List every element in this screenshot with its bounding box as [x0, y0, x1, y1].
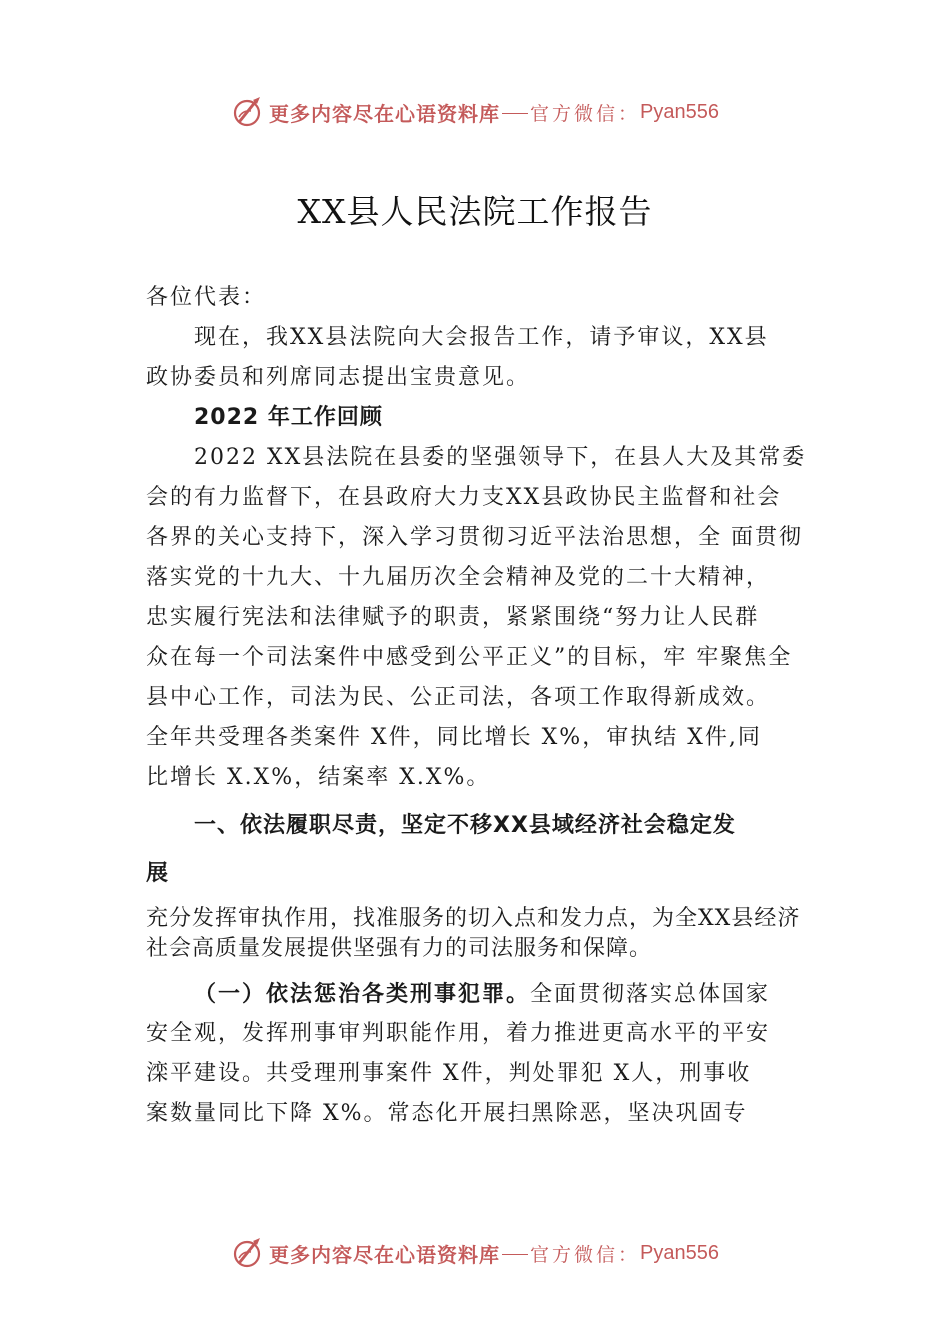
watermark-wechat-label: 官方微信：	[530, 102, 641, 125]
subsection1-heading: （一）依法惩治各类刑事犯罪。	[194, 981, 531, 1007]
review-paragraph-line: 比增长 X.X%，结案率 X.X%。	[146, 765, 491, 790]
salutation: 各位代表：	[146, 285, 267, 310]
watermark-brand-text: 更多内容尽在心语资料库	[269, 101, 500, 126]
section1-heading: 展	[146, 861, 170, 886]
review-paragraph-line: 众在每一个司法案件中感受到公平正义”的目标，牢 牢聚焦全	[146, 645, 793, 670]
intro-line: 现在，我XX县法院向大会报告工作，请予审议，XX县	[194, 325, 769, 350]
section1-paragraph-line: 充分发挥审执作用，找准服务的切入点和发力点，为全XX县经济	[146, 906, 801, 931]
intro-line: 政协委员和列席同志提出宝贵意见。	[146, 365, 531, 390]
review-paragraph-line: 全年共受理各类案件 X件，同比增长 X%，审执结 X件,同	[146, 725, 762, 750]
brush-logo-icon	[231, 95, 265, 129]
watermark-wechat-id: Pyan556	[640, 100, 719, 123]
review-paragraph-line: 落实党的十九大、十九届历次全会精神及党的二十大精神，	[146, 565, 771, 590]
watermark-wechat-label: 官方微信：	[530, 1243, 641, 1266]
watermark-dash	[502, 113, 528, 114]
brush-logo-icon	[231, 1236, 265, 1270]
document-body	[146, 278, 836, 1134]
watermark-dash	[502, 1254, 528, 1255]
review-paragraph-line: 县中心工作，司法为民、公正司法，各项工作取得新成效。	[146, 685, 771, 710]
watermark-banner-bottom	[0, 1233, 950, 1273]
subsection1-first-line	[146, 974, 836, 1014]
section1-paragraph-line: 社会高质量发展提供坚强有力的司法服务和保障。	[146, 936, 653, 961]
review-heading: 2022 年工作回顾	[194, 405, 383, 430]
subsection1-line: 滦平建设。共受理刑事案件 X件，判处罪犯 X人，刑事收	[146, 1061, 752, 1086]
watermark-wechat-id: Pyan556	[640, 1241, 719, 1264]
review-paragraph-line: 各界的关心支持下，深入学习贯彻习近平法治思想，全 面贯彻	[146, 525, 803, 550]
subsection1-lead: 全面贯彻落实总体国家	[530, 982, 771, 1007]
review-paragraph-line: 忠实履行宪法和法律赋予的职责，紧紧围绕“努力让人民群	[146, 605, 760, 630]
review-paragraph-line: 会的有力监督下，在县政府大力支XX县政协民主监督和社会	[146, 485, 782, 510]
review-paragraph-line: 2022 XX县法院在县委的坚强领导下，在县人大及其常委	[194, 445, 807, 470]
section1-heading: 一、依法履职尽责，坚定不移XX县域经济社会稳定发	[194, 813, 736, 838]
subsection1-line: 案数量同比下降 X%。常态化开展扫黑除恶，坚决巩固专	[146, 1101, 748, 1126]
subsection1-line: 安全观，发挥刑事审判职能作用，着力推进更高水平的平安	[146, 1021, 771, 1046]
watermark-brand-text: 更多内容尽在心语资料库	[269, 1242, 500, 1267]
watermark-banner-top	[0, 92, 950, 132]
document-title: XX县人民法院工作报告	[297, 192, 653, 231]
